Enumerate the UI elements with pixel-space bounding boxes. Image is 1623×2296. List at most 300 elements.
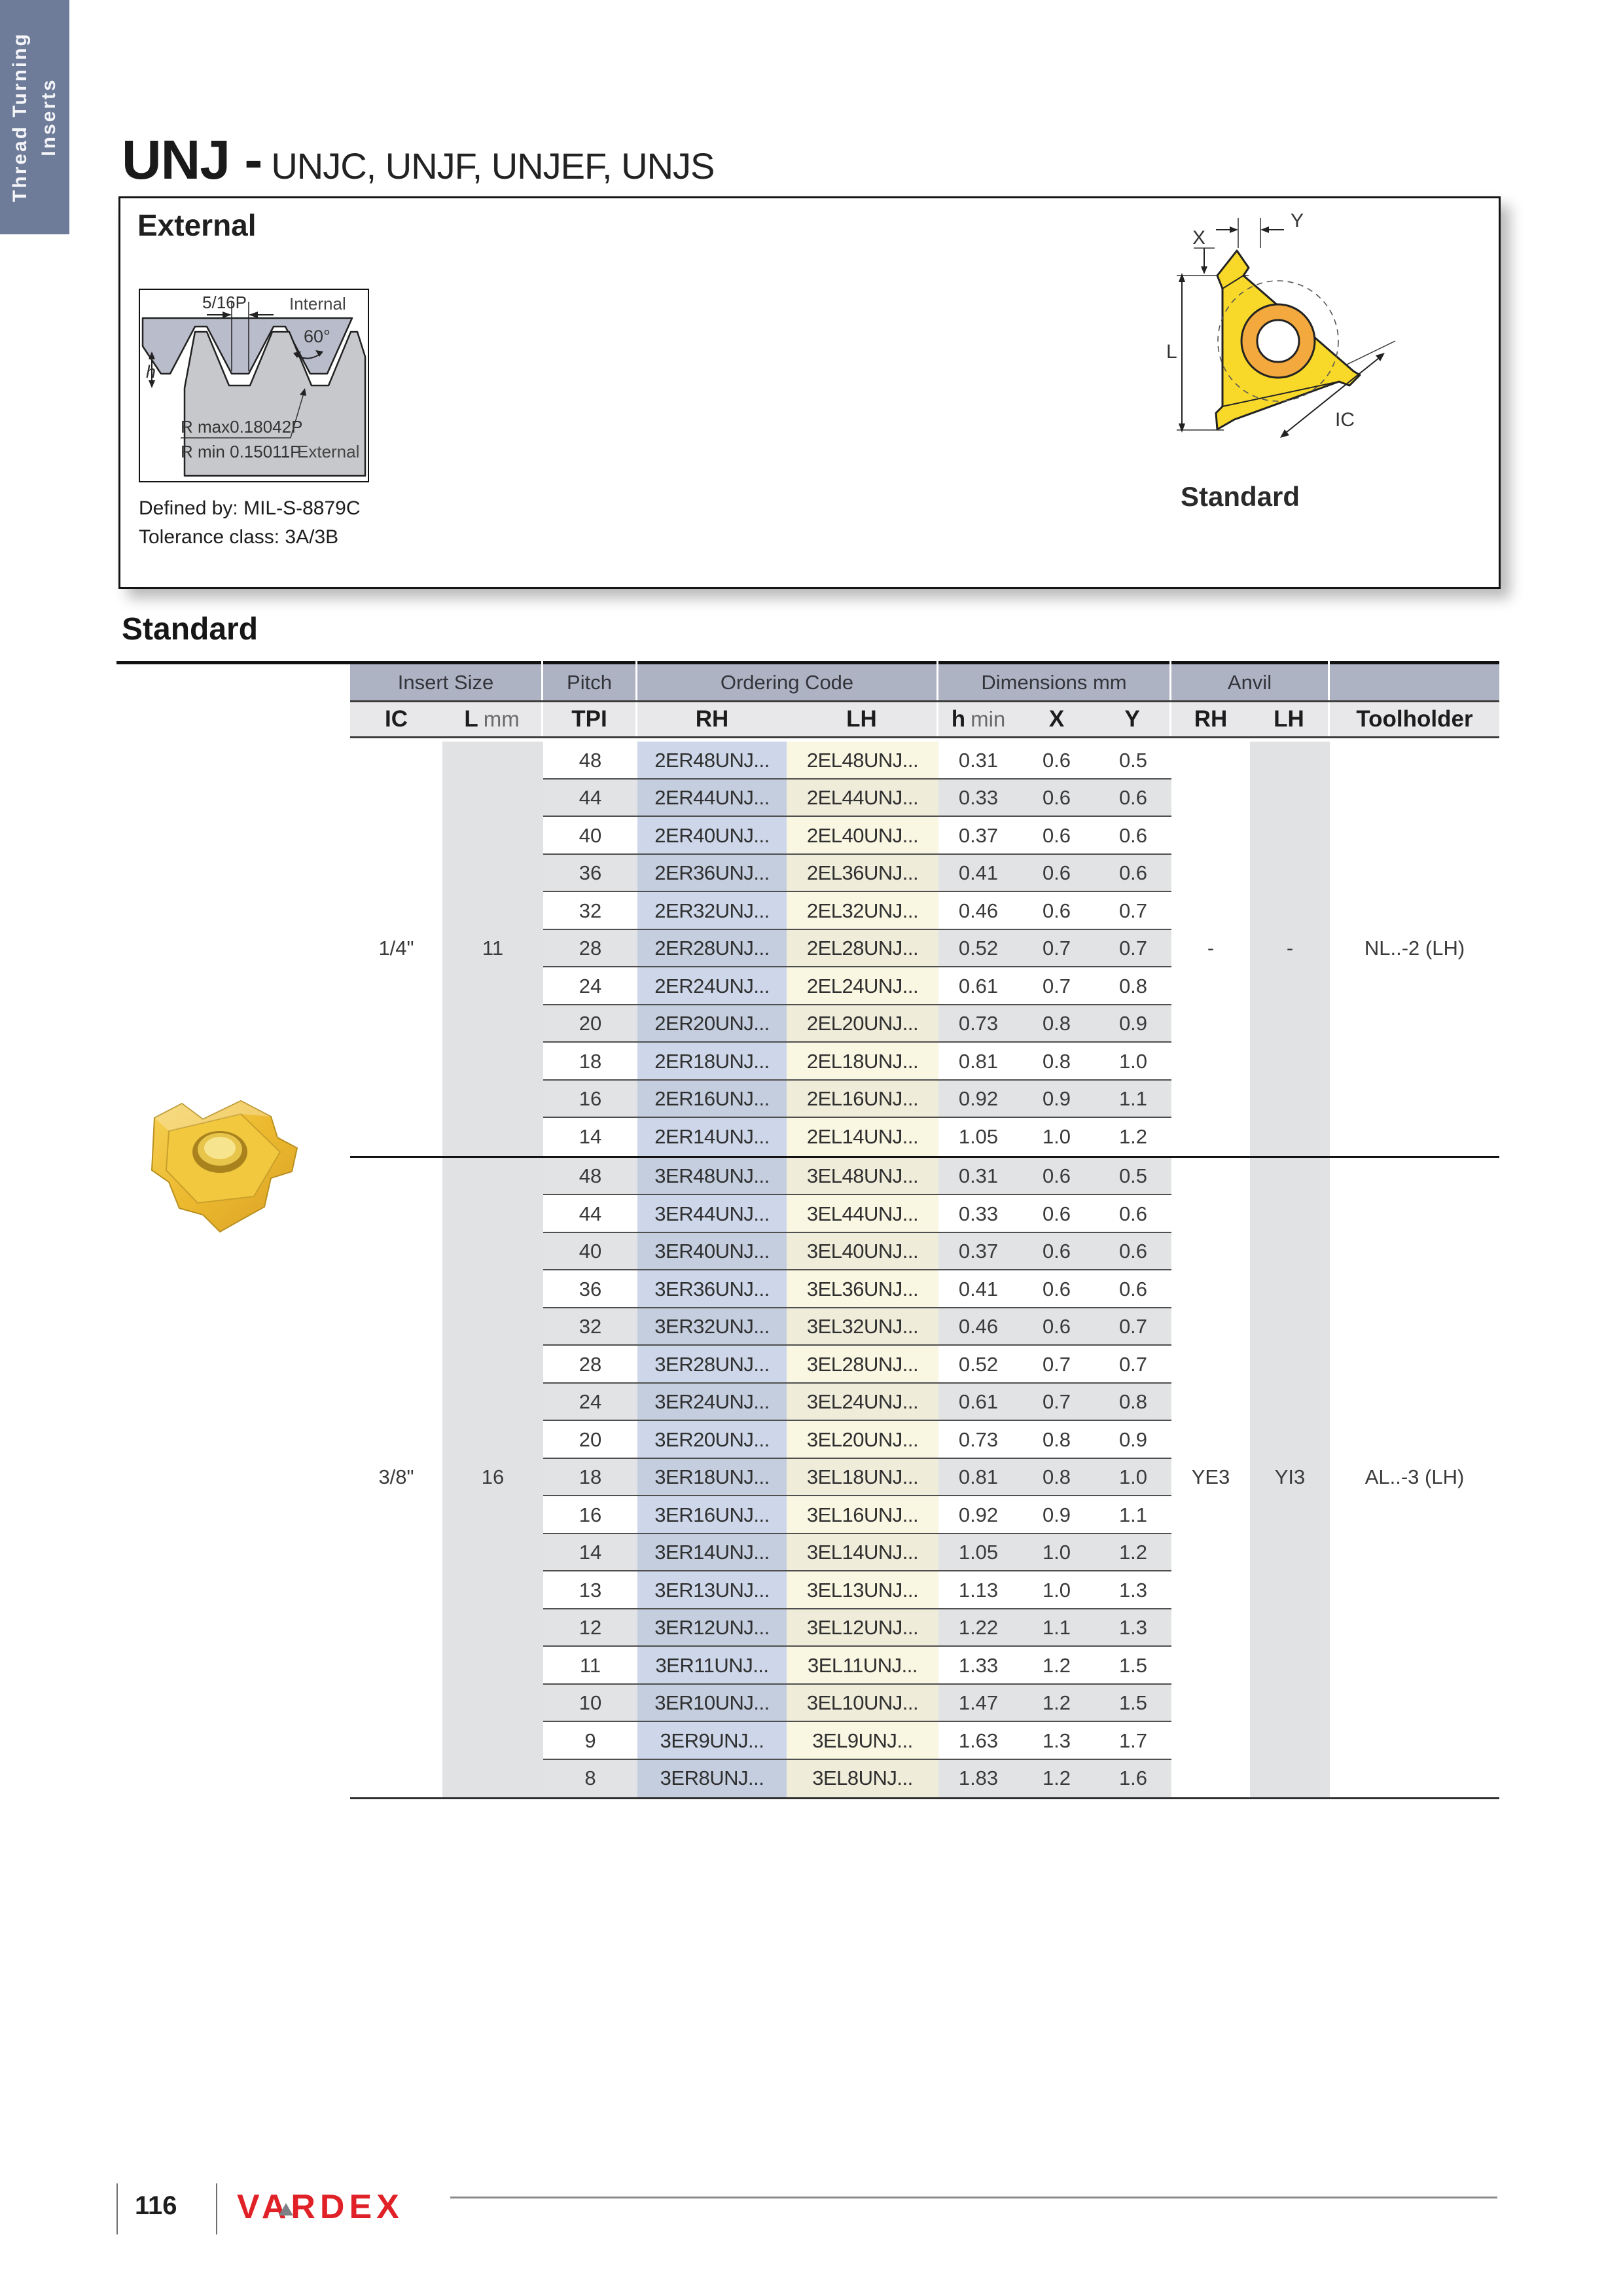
table-cell: 1.05 [958, 1124, 999, 1148]
table-cell: 14 [579, 1124, 602, 1148]
table-cell: 0.6 [1018, 780, 1095, 817]
table-cell: 2EL24UNJ... [787, 967, 938, 1005]
table-cell [1250, 892, 1330, 930]
table-cell: 0.7 [1095, 930, 1171, 968]
table-cell: 0.8 [1118, 974, 1148, 997]
table-cell: 0.6 [1018, 1158, 1095, 1196]
table-cell [1250, 1158, 1330, 1196]
table-cell [1250, 1760, 1330, 1798]
table-cell: 11 [442, 930, 543, 968]
table-cell: 3EL36UNJ... [787, 1270, 938, 1308]
table-cell: YE3 [1191, 1465, 1230, 1489]
table-row [350, 1609, 1499, 1647]
table-cell: 2ER14UNJ... [637, 1118, 787, 1156]
table-cell [442, 1647, 543, 1685]
table-cell [442, 1722, 543, 1760]
table-cell: 0.5 [1095, 1158, 1171, 1196]
table-cell [1250, 742, 1330, 780]
table-cell: 0.6 [1042, 823, 1071, 847]
table-row [350, 780, 1499, 817]
table-cell [442, 1005, 543, 1043]
pitch-label: 5/16P [202, 293, 247, 312]
group-header-cell [1330, 661, 1499, 700]
table-cell [1330, 742, 1499, 780]
table-cell: 14 [543, 1534, 637, 1572]
table-cell: 0.73 [938, 1005, 1018, 1043]
table-cell: 1.2 [1118, 1124, 1148, 1148]
table-cell [350, 742, 442, 780]
table-cell [442, 967, 543, 1005]
table-cell: 0.92 [958, 1503, 999, 1526]
footer-rule [450, 2197, 1497, 2198]
rmax-label: R max0.18042P [181, 417, 303, 437]
table-cell [1330, 1647, 1499, 1685]
table-cell: 1.47 [938, 1685, 1018, 1723]
table-cell: 1.6 [1095, 1760, 1171, 1798]
table-cell: 3ER36UNJ... [637, 1270, 787, 1308]
table-cell: 3ER44UNJ... [637, 1195, 787, 1233]
table-cell [1330, 1158, 1499, 1196]
table-row [350, 1346, 1499, 1384]
table-cell: 3/8" [378, 1465, 414, 1489]
table-cell: 0.52 [938, 930, 1018, 968]
table-cell [1330, 855, 1499, 893]
table-cell: 18 [543, 1459, 637, 1497]
table-cell: 0.6 [1095, 780, 1171, 817]
table-cell [1171, 780, 1250, 817]
subheader-cell: LH [1250, 702, 1328, 736]
table-cell: 32 [543, 1308, 637, 1346]
table-cell: 8 [543, 1760, 637, 1798]
group-header-cell: Anvil [1171, 661, 1328, 700]
table-cell: 2ER48UNJ... [637, 742, 787, 780]
table-row [350, 1421, 1499, 1459]
table-cell [1171, 1005, 1250, 1043]
table-cell: 40 [579, 823, 602, 847]
table-cell: 0.7 [1018, 930, 1095, 968]
table-cell [442, 1118, 543, 1156]
table-cell: 3ER48UNJ... [637, 1158, 787, 1196]
footer-bar-2 [216, 2183, 217, 2234]
table-row [350, 817, 1499, 855]
table-cell [1171, 1421, 1250, 1459]
table-cell: 1.1 [1018, 1609, 1095, 1647]
table-cell: 0.9 [1118, 1427, 1148, 1451]
table-cell: 3ER16UNJ... [637, 1496, 787, 1534]
table-row [350, 1722, 1499, 1760]
table-cell: 1.2 [1042, 1653, 1071, 1677]
page-number: 116 [135, 2191, 177, 2220]
table-cell: 2EL18UNJ... [787, 1043, 938, 1081]
table-cell [442, 1609, 543, 1647]
table-cell: 0.8 [1018, 1005, 1095, 1043]
table-cell: 0.73 [958, 1427, 999, 1451]
table-cell [1250, 855, 1330, 893]
table-cell: 0.37 [938, 1233, 1018, 1271]
table-cell: 12 [543, 1609, 637, 1647]
table-cell: 0.9 [1018, 1081, 1095, 1119]
table-cell [1330, 1496, 1499, 1534]
table-cell [1171, 1346, 1250, 1384]
table-cell: 3EL24UNJ... [787, 1384, 938, 1422]
table-cell [1330, 1118, 1499, 1156]
table-cell: 0.7 [1118, 1352, 1148, 1376]
table-cell [350, 1534, 442, 1572]
table-cell: 10 [543, 1685, 637, 1723]
insert-diagram-caption: Standard [1181, 481, 1300, 512]
l-dim-label: L [1166, 341, 1177, 363]
inserts-table [350, 661, 1499, 1799]
table-cell [350, 1571, 442, 1609]
table-cell [442, 1158, 543, 1196]
table-bottom-rule [350, 1797, 1499, 1799]
table-row [350, 1496, 1499, 1534]
table-cell: 0.6 [1042, 1277, 1071, 1300]
table-cell: 20 [543, 1005, 637, 1043]
table-cell: 0.8 [1042, 1427, 1071, 1451]
table-cell [442, 1760, 543, 1798]
subheader-cell: Toolholder [1330, 702, 1499, 736]
table-cell: 0.6 [1018, 855, 1095, 893]
table-cell: 3ER20UNJ... [637, 1421, 787, 1459]
table-cell: 28 [579, 1352, 602, 1376]
table-cell: 2EL36UNJ... [787, 855, 938, 893]
table-cell [1171, 1195, 1250, 1233]
table-cell [350, 1158, 442, 1196]
ic-dim-label: IC [1335, 409, 1355, 431]
subheader-cell: LH [787, 702, 936, 736]
table-cell [1330, 1043, 1499, 1081]
table-row [350, 892, 1499, 930]
table-row [350, 1005, 1499, 1043]
table-cell: 0.6 [1095, 1233, 1171, 1271]
table-cell [350, 1609, 442, 1647]
group-header-cell: Pitch [543, 661, 635, 700]
table-cell: 2EL48UNJ... [787, 742, 938, 780]
table-cell: 0.6 [1042, 899, 1071, 922]
table-cell [1171, 742, 1250, 780]
table-cell [350, 1496, 442, 1534]
table-cell: 2EL44UNJ... [787, 780, 938, 817]
table-cell: 28 [543, 930, 637, 968]
table-cell: 1.2 [1018, 1760, 1095, 1798]
table-cell: 2ER28UNJ... [637, 930, 787, 968]
table-cell [1250, 1609, 1330, 1647]
table-cell: AL..-3 (LH) [1364, 1465, 1465, 1489]
table-cell: 9 [584, 1729, 596, 1752]
table-cell: 3ER10UNJ... [637, 1685, 787, 1723]
table-cell [350, 1270, 442, 1308]
table-cell: 3EL8UNJ... [787, 1760, 938, 1798]
table-cell [442, 1270, 543, 1308]
table-cell: 3EL40UNJ... [787, 1233, 938, 1271]
table-cell [1330, 1571, 1499, 1609]
table-cell: 1.22 [938, 1609, 1018, 1647]
table-cell: 1.0 [1018, 1534, 1095, 1572]
table-cell: 20 [579, 1427, 602, 1451]
table-cell: 3ER9UNJ... [637, 1722, 787, 1760]
thread-profile-diagram [139, 289, 369, 482]
subheader-cell: IC [350, 702, 442, 736]
table-cell: 0.52 [958, 1352, 999, 1376]
table-cell: 2ER44UNJ... [637, 780, 787, 817]
table-cell: 2EL14UNJ... [787, 1118, 938, 1156]
y-dim-label: Y [1291, 210, 1304, 232]
table-cell: 48 [543, 1158, 637, 1196]
table-cell [442, 1496, 543, 1534]
table-cell: 3EL10UNJ... [787, 1685, 938, 1723]
subheader-cell: TPI [543, 702, 635, 736]
table-row [350, 1534, 1499, 1572]
table-cell [350, 1308, 442, 1346]
thread-turning-inserts-tab-label [0, 0, 69, 234]
table-cell: 0.41 [958, 1277, 999, 1300]
table-cell: 3EL14UNJ... [787, 1534, 938, 1572]
table-cell [442, 892, 543, 930]
table-cell: 2EL20UNJ... [787, 1005, 938, 1043]
table-cell: 16 [442, 1459, 543, 1497]
table-cell [1171, 1270, 1250, 1308]
table-cell: 0.7 [1042, 974, 1071, 997]
table-cell [1250, 1421, 1330, 1459]
table-row [350, 1081, 1499, 1119]
table-cell [350, 1647, 442, 1685]
table-cell [1330, 1270, 1499, 1308]
table-cell: - [1250, 930, 1330, 968]
table-cell: 1.13 [958, 1578, 999, 1602]
table-cell: 36 [543, 855, 637, 893]
table-cell: 0.6 [1118, 1277, 1148, 1300]
table-cell [350, 780, 442, 817]
table-cell: 0.46 [938, 1308, 1018, 1346]
table-cell [442, 1233, 543, 1271]
tab-line-1: Thread Turning [9, 32, 31, 202]
table-cell: 0.9 [1095, 1005, 1171, 1043]
table-cell: 2EL16UNJ... [787, 1081, 938, 1119]
table-cell [442, 855, 543, 893]
table-cell: 1.05 [938, 1534, 1018, 1572]
insert-hole [1257, 320, 1299, 362]
table-cell: 0.33 [938, 780, 1018, 817]
table-cell [1330, 1609, 1499, 1647]
table-cell: 2ER18UNJ... [637, 1043, 787, 1081]
external-panel [118, 196, 1501, 589]
table-cell: 3EL9UNJ... [787, 1722, 938, 1760]
table-cell: 1.1 [1095, 1081, 1171, 1119]
table-cell: 1.0 [1095, 1459, 1171, 1497]
table-cell [1330, 1722, 1499, 1760]
table-cell: 3EL48UNJ... [787, 1158, 938, 1196]
table-cell [350, 817, 442, 855]
table-cell [1250, 1647, 1330, 1685]
table-row [350, 742, 1499, 780]
table-cell: 0.8 [1095, 1384, 1171, 1422]
table-top-rule-left [116, 661, 350, 664]
group-header-cell: Ordering Code [637, 661, 936, 700]
table-cell [1330, 1195, 1499, 1233]
tolerance-text: Tolerance class: 3A/3B [139, 526, 339, 548]
table-cell: 2EL28UNJ... [787, 930, 938, 968]
insert-photo [143, 1092, 306, 1242]
table-cell: 1.0 [1042, 1578, 1071, 1602]
table-cell: 24 [579, 974, 602, 997]
table-cell: 2ER32UNJ... [637, 892, 787, 930]
table-row [350, 1195, 1499, 1233]
table-cell [1250, 1043, 1330, 1081]
table-cell: 0.6 [1095, 855, 1171, 893]
table-cell: 44 [579, 1202, 602, 1225]
external-label: External [297, 442, 360, 461]
table-cell: 3ER24UNJ... [637, 1384, 787, 1422]
table-row [350, 967, 1499, 1005]
table-cell: 3ER8UNJ... [637, 1760, 787, 1798]
table-cell: 0.7 [1095, 1308, 1171, 1346]
table-cell [350, 967, 442, 1005]
table-cell [1250, 1233, 1330, 1271]
table-cell [442, 1081, 543, 1119]
table-cell: 3ER18UNJ... [637, 1459, 787, 1497]
table-cell: 0.81 [938, 1459, 1018, 1497]
table-cell [442, 1346, 543, 1384]
table-cell [442, 1195, 543, 1233]
table-cell [350, 1081, 442, 1119]
table-cell: 3ER32UNJ... [637, 1308, 787, 1346]
table-cell: 3EL28UNJ... [787, 1346, 938, 1384]
table-row [350, 1270, 1499, 1308]
external-notes [139, 494, 361, 552]
table-cell: 1.7 [1118, 1729, 1148, 1752]
table-cell [350, 855, 442, 893]
table-cell: 3EL18UNJ... [787, 1459, 938, 1497]
thread-turning-inserts-tab [0, 0, 69, 234]
table-cell: 0.8 [1018, 1459, 1095, 1497]
vardex-logo-triangle-icon [279, 2203, 293, 2215]
table-cell: 16 [579, 1503, 602, 1526]
table-subheader-row [350, 702, 1499, 736]
table-cell: 0.6 [1118, 823, 1148, 847]
standard-section-heading: Standard [122, 612, 259, 647]
table-cell: 18 [579, 1049, 602, 1073]
subheader-cell: L mm [442, 702, 541, 736]
table-cell: 2ER16UNJ... [637, 1081, 787, 1119]
table-cell: 0.61 [958, 974, 999, 997]
table-cell [350, 1346, 442, 1384]
table-cell: 0.46 [958, 899, 999, 922]
table-cell: 0.6 [1018, 1308, 1095, 1346]
table-cell: 36 [579, 1277, 602, 1300]
table-cell: 3EL16UNJ... [787, 1496, 938, 1534]
table-row [350, 1685, 1499, 1723]
table-cell: 3EL44UNJ... [787, 1195, 938, 1233]
table-cell: 13 [579, 1578, 602, 1602]
table-row [350, 930, 1499, 968]
table-row [350, 1459, 1499, 1497]
rmin-label: R min 0.15011P [181, 442, 302, 461]
table-cell [1250, 1384, 1330, 1422]
table-row [350, 1158, 1499, 1196]
table-cell: 3ER14UNJ... [637, 1534, 787, 1572]
table-row [350, 1308, 1499, 1346]
table-cell [1171, 1647, 1250, 1685]
table-cell [350, 1118, 442, 1156]
table-cell [442, 1571, 543, 1609]
table-row [350, 855, 1499, 893]
table-cell: 0.9 [1042, 1503, 1071, 1526]
table-row [350, 1571, 1499, 1609]
table-cell: 3ER12UNJ... [637, 1609, 787, 1647]
tab-line-2: Inserts [38, 78, 60, 156]
table-cell [1171, 1043, 1250, 1081]
table-cell [1171, 1081, 1250, 1119]
subheader-cell: X [1018, 702, 1095, 736]
table-cell: 32 [579, 899, 602, 922]
table-cell [1171, 817, 1250, 855]
table-cell: 3EL32UNJ... [787, 1308, 938, 1346]
table-cell [1330, 1384, 1499, 1422]
h-label: h [146, 362, 156, 382]
table-cell: 3EL12UNJ... [787, 1609, 938, 1647]
table-cell [1330, 1760, 1499, 1798]
table-cell: 3EL11UNJ... [787, 1647, 938, 1685]
table-cell [350, 1233, 442, 1271]
table-cell [1171, 1685, 1250, 1723]
table-cell [1250, 1308, 1330, 1346]
table-cell: 0.6 [1018, 1233, 1095, 1271]
table-cell [1171, 1158, 1250, 1196]
table-cell: 3ER13UNJ... [637, 1571, 787, 1609]
table-cell [442, 1685, 543, 1723]
table-cell [1171, 1609, 1250, 1647]
table-cell [1250, 1081, 1330, 1119]
table-cell [1330, 780, 1499, 817]
table-cell: 0.81 [958, 1049, 999, 1073]
table-cell: 1.33 [958, 1653, 999, 1677]
table-cell: 3ER28UNJ... [637, 1346, 787, 1384]
table-cell: 3EL20UNJ... [787, 1421, 938, 1459]
table-cell [1171, 1308, 1250, 1346]
table-row [350, 1118, 1499, 1156]
table-cell: 0.31 [958, 748, 999, 772]
table-row [350, 1647, 1499, 1685]
table-cell [1250, 1270, 1330, 1308]
table-cell [1250, 967, 1330, 1005]
table-cell: 0.7 [1042, 1352, 1071, 1376]
table-cell: 0.6 [1118, 1202, 1148, 1225]
table-cell [1330, 967, 1499, 1005]
table-cell [1250, 780, 1330, 817]
table-cell: NL..-2 (LH) [1364, 937, 1465, 960]
table-cell: 2ER24UNJ... [637, 967, 787, 1005]
table-cell: 1.83 [938, 1760, 1018, 1798]
page-title-sub: UNJC, UNJF, UNJEF, UNJS [271, 145, 715, 187]
table-cell: 3EL13UNJ... [787, 1571, 938, 1609]
table-cell [1250, 1005, 1330, 1043]
table-row [350, 1043, 1499, 1081]
table-cell [1250, 817, 1330, 855]
table-cell [442, 1534, 543, 1572]
external-heading: External [137, 208, 257, 242]
table-cell [350, 1384, 442, 1422]
table-cell [1250, 1496, 1330, 1534]
table-cell: 1.2 [1018, 1685, 1095, 1723]
table-row [350, 1233, 1499, 1271]
page-title [122, 128, 714, 192]
table-cell [1330, 1685, 1499, 1723]
table-cell [1330, 1421, 1499, 1459]
table-cell: 3ER11UNJ... [637, 1647, 787, 1685]
table-cell [1171, 892, 1250, 930]
table-cell: 1.3 [1118, 1578, 1148, 1602]
